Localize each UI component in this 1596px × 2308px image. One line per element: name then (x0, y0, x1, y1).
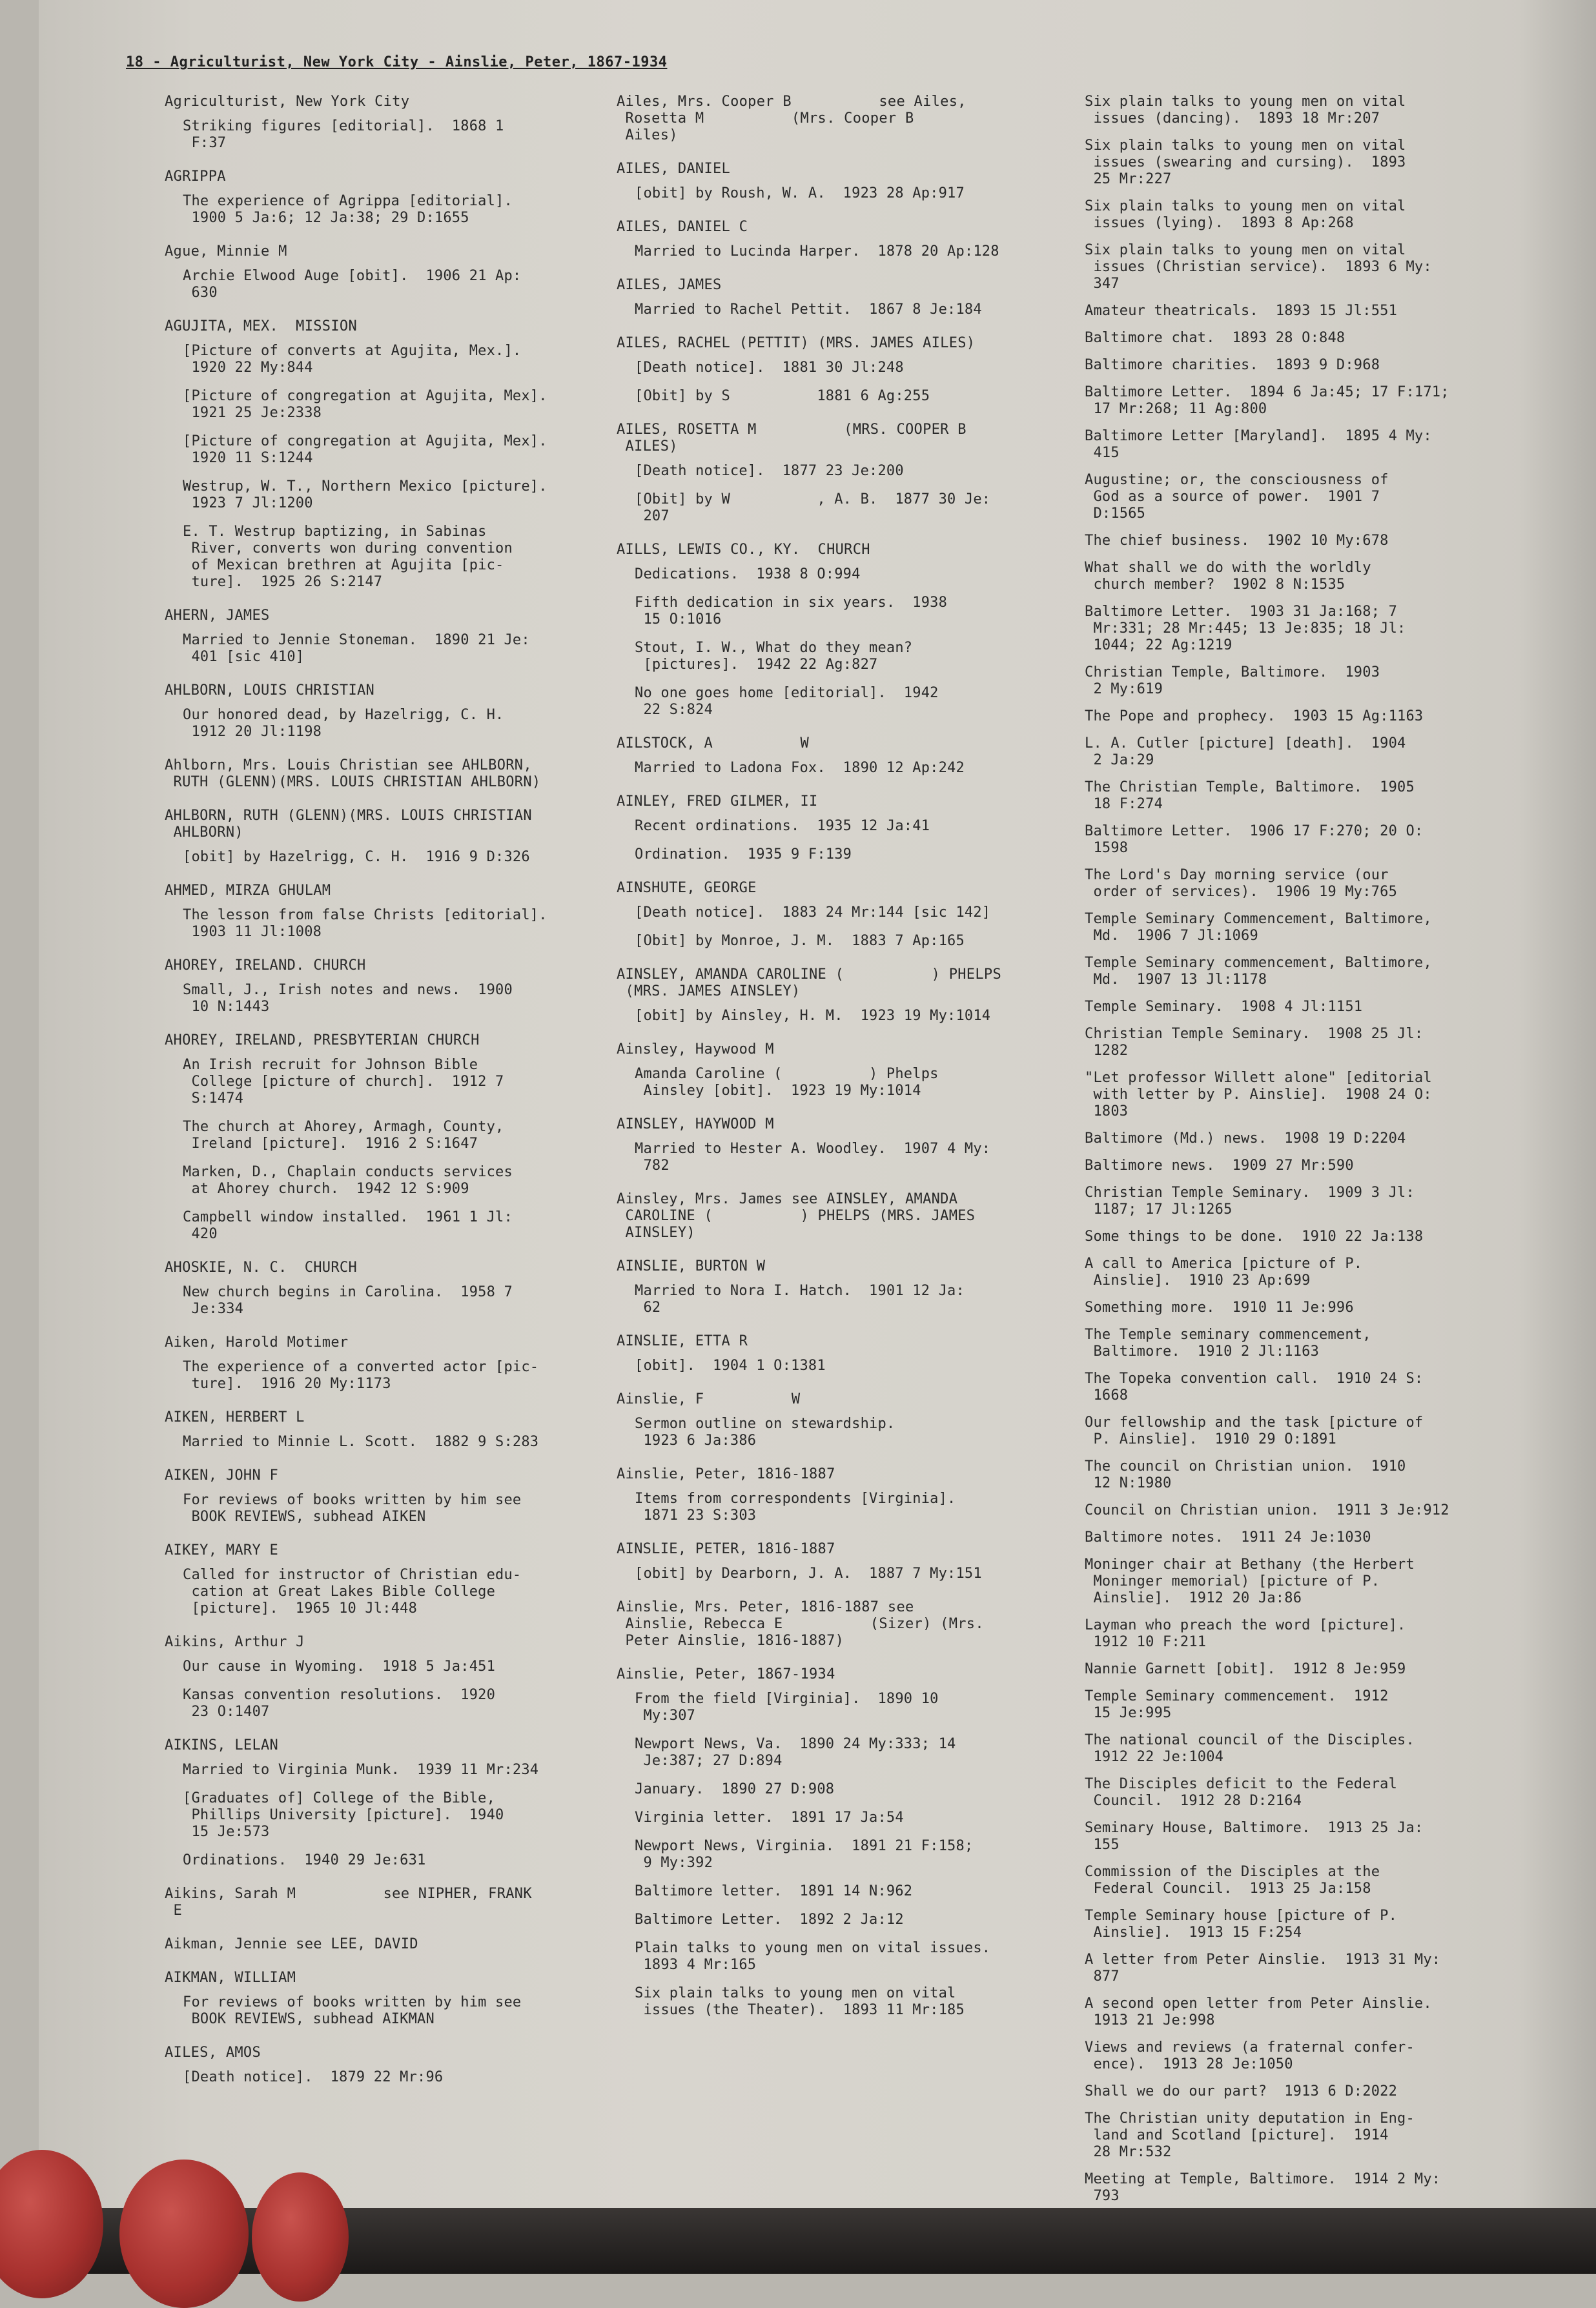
index-entry: Baltimore Letter [Maryland]. 1895 4 My: 415 (1085, 428, 1432, 461)
index-group (165, 94, 617, 152)
index-entry: Campbell window installed. 1961 1 Jl: 420 (183, 1209, 513, 1242)
index-entry: Ordinations. 1940 29 Je:631 (183, 1852, 426, 1868)
index-heading: AILES, ROSETTA M (MRS. COOPER B AILES) (617, 422, 967, 454)
index-heading: AINSLIE, BURTON W (617, 1258, 766, 1274)
index-entry: Commission of the Disciples at the Federal Council. 1913 25 Ja:158 (1085, 1864, 1380, 1897)
index-entry: Christian Temple Seminary. 1909 3 Jl: 1187; 17 Jl:1265 (1085, 1185, 1415, 1218)
index-entry: Six plain talks to young men on vital issues (the Theater). 1893 11 Mr:185 (635, 1985, 965, 2018)
index-heading: Agriculturist, New York City (165, 94, 410, 110)
index-heading: AILES, DANIEL (617, 161, 731, 177)
index-entry: [Death notice]. 1883 24 Mr:144 [sic 142] (635, 904, 991, 921)
index-group (165, 1936, 617, 1953)
index-entry: [Picture of congregation at Agujita, Mex]. 1920 11 S:1244 (183, 433, 547, 466)
index-entry: Our cause in Wyoming. 1918 5 Ja:451 (183, 1659, 496, 1675)
index-entry: The Christian unity deputation in Eng- land and Scotland [picture]. 1914 28 Mr:532 (1085, 2110, 1415, 2160)
running-head: 18 - Agriculturist, New York City - Ainslie, Peter, 1867-1934 (126, 54, 668, 70)
index-entry: Dedications. 1938 8 O:994 (635, 566, 861, 582)
index-entry: Six plain talks to young men on vital issues (dancing). 1893 18 Mr:207 (1085, 94, 1406, 127)
index-entry: The council on Christian union. 1910 12 N:1980 (1085, 1458, 1406, 1491)
index-entry: The church at Ahorey, Armagh, County, Ireland [picture]. 1916 2 S:1647 (183, 1119, 504, 1152)
index-group (165, 243, 617, 301)
index-entry: New church begins in Carolina. 1958 7 Je:334 (183, 1284, 513, 1317)
index-heading: AILSTOCK, A W (617, 735, 809, 751)
index-group (617, 219, 1094, 260)
index-entry: Baltimore news. 1909 27 Mr:590 (1085, 1158, 1354, 1174)
index-entry: Our fellowship and the task [picture of P. Ainslie]. 1910 29 O:1891 (1085, 1414, 1424, 1447)
index-heading: AGRIPPA (165, 169, 226, 185)
index-entry: Sermon outline on stewardship. 1923 6 Ja:386 (635, 1416, 895, 1449)
index-entry: Temple Seminary commencement. 1912 15 Je:995 (1085, 1688, 1389, 1721)
index-entry: [Picture of congregation at Agujita, Mex]. 1921 25 Je:2338 (183, 388, 547, 421)
index-group (165, 957, 617, 1016)
index-entry: From the field [Virginia]. 1890 10 My:307 (635, 1691, 939, 1724)
index-entry: Baltimore charities. 1893 9 D:968 (1085, 357, 1380, 373)
index-entry: Baltimore notes. 1911 24 Je:1030 (1085, 1529, 1371, 1546)
index-entry: The national council of the Disciples. 1912 22 Je:1004 (1085, 1732, 1415, 1765)
index-heading: Aikman, Jennie see LEE, DAVID (165, 1936, 418, 1952)
index-heading: AINSLEY, AMANDA CAROLINE ( ) PHELPS (MRS. JAMES AINSLEY) (617, 966, 1001, 999)
index-heading: AINSLIE, PETER, 1816-1887 (617, 1541, 835, 1557)
index-entry: Archie Elwood Auge [obit]. 1906 21 Ap: 630 (183, 268, 522, 301)
index-entry: [Obit] by W , A. B. 1877 30 Je: 207 (635, 491, 991, 524)
index-entry: Married to Virginia Munk. 1939 11 Mr:234 (183, 1762, 539, 1778)
index-entry: Augustine; or, the consciousness of God as a source of power. 1901 7 D:1565 (1085, 472, 1389, 522)
index-heading: AIKMAN, WILLIAM (165, 1970, 296, 1986)
index-entry: Christian Temple Seminary. 1908 25 Jl: 1282 (1085, 1026, 1424, 1059)
index-group (617, 1258, 1094, 1316)
index-entry: [Obit] by Monroe, J. M. 1883 7 Ap:165 (635, 933, 965, 949)
index-group (617, 1466, 1094, 1524)
index-entry: Baltimore Letter. 1894 6 Ja:45; 17 F:171; 17 Mr:268; 11 Ag:800 (1085, 384, 1449, 417)
index-entry: Stout, I. W., What do they mean? [pictures]. 1942 22 Ag:827 (635, 640, 913, 673)
index-entry: Married to Hester A. Woodley. 1907 4 My: 782 (635, 1141, 991, 1174)
index-entry: L. A. Cutler [picture] [death]. 1904 2 Ja:29 (1085, 735, 1406, 768)
index-heading: AHMED, MIRZA GHULAM (165, 883, 331, 899)
index-group (617, 161, 1094, 202)
index-entry: Newport News, Va. 1890 24 My:333; 14 Je:387; 27 D:894 (635, 1736, 956, 1769)
index-column-3 (1085, 94, 1575, 2265)
index-entry: A second open letter from Peter Ainslie. 1913 21 Je:998 (1085, 1996, 1432, 2028)
index-group (165, 1409, 617, 1451)
index-heading: Ainslie, Peter, 1816-1887 (617, 1466, 835, 1482)
index-group (165, 1970, 617, 2028)
index-group (617, 1116, 1094, 1174)
index-group (617, 335, 1094, 405)
index-group (617, 735, 1094, 777)
index-entry: Layman who preach the word [picture]. 1912 10 F:211 (1085, 1617, 1406, 1650)
index-entry: Baltimore Letter. 1892 2 Ja:12 (635, 1912, 904, 1928)
index-entry: Baltimore Letter. 1903 31 Ja:168; 7 Mr:331; 28 Mr:445; 13 Je:835; 18 Jl: 1044; 22 Ag:1219 (1085, 604, 1406, 653)
index-heading: AILES, RACHEL (PETTIT) (MRS. JAMES AILES) (617, 335, 976, 351)
index-entry: January. 1890 27 D:908 (635, 1781, 835, 1797)
index-entry: Virginia letter. 1891 17 Ja:54 (635, 1810, 904, 1826)
index-heading: AHLBORN, RUTH (GLENN)(MRS. LOUIS CHRISTIAN AHLBORN) (165, 808, 532, 841)
index-entry: Temple Seminary house [picture of P. Ainslie]. 1913 15 F:254 (1085, 1908, 1398, 1941)
index-heading: AHOREY, IRELAND. CHURCH (165, 957, 366, 974)
index-entry: The chief business. 1902 10 My:678 (1085, 533, 1389, 549)
index-heading: Ague, Minnie M (165, 243, 287, 260)
index-entry: [obit]. 1904 1 O:1381 (635, 1358, 826, 1374)
index-entry: Items from correspondents [Virginia]. 1871 23 S:303 (635, 1491, 956, 1524)
index-entry: For reviews of books written by him see BOOK REVIEWS, subhead AIKEN (183, 1492, 522, 1525)
index-entry: [obit] by Ainsley, H. M. 1923 19 My:1014 (635, 1008, 991, 1024)
index-entry: Six plain talks to young men on vital issues (Christian service). 1893 6 My: 347 (1085, 242, 1432, 292)
index-entry: [Death notice]. 1881 30 Jl:248 (635, 360, 904, 376)
index-group (165, 1032, 617, 1243)
index-group (165, 1334, 617, 1393)
index-entry: Striking figures [editorial]. 1868 1 F:37 (183, 118, 504, 151)
index-heading: AHERN, JAMES (165, 608, 270, 624)
index-entry: Married to Rachel Pettit. 1867 8 Je:184 (635, 301, 982, 318)
index-entry: A call to America [picture of P. Ainslie]. 1910 23 Ap:699 (1085, 1256, 1363, 1289)
index-entry: Kansas convention resolutions. 1920 23 O:1407 (183, 1687, 496, 1720)
index-heading: AHLBORN, LOUIS CHRISTIAN (165, 682, 375, 699)
index-entry: Temple Seminary commencement, Baltimore, Md. 1907 13 Jl:1178 (1085, 955, 1432, 988)
index-entry: The Disciples deficit to the Federal Council. 1912 28 D:2164 (1085, 1776, 1398, 1809)
index-group (165, 318, 617, 591)
index-group (165, 1542, 617, 1617)
index-heading: AILES, JAMES (617, 277, 722, 293)
index-entry: Temple Seminary. 1908 4 Jl:1151 (1085, 999, 1363, 1015)
index-entry: Fifth dedication in six years. 1938 15 O:1016 (635, 595, 948, 628)
index-entry: Christian Temple, Baltimore. 1903 2 My:619 (1085, 664, 1380, 697)
index-entry: Married to Jennie Stoneman. 1890 21 Je: 401 [sic 410] (183, 632, 530, 665)
index-group (165, 1886, 617, 1919)
index-group (617, 1333, 1094, 1374)
index-heading: AGUJITA, MEX. MISSION (165, 318, 357, 334)
index-heading: Ainslie, F W (617, 1391, 801, 1407)
index-heading: AIKINS, LELAN (165, 1737, 279, 1753)
index-entry: Married to Lucinda Harper. 1878 20 Ap:128 (635, 243, 999, 260)
index-group (165, 169, 617, 227)
index-entry: Meeting at Temple, Baltimore. 1914 2 My: 793 (1085, 2171, 1441, 2204)
index-entry: For reviews of books written by him see BOOK REVIEWS, subhead AIKMAN (183, 1994, 522, 2027)
index-entry: Moninger chair at Bethany (the Herbert Moninger memorial) [picture of P. Ainslie]. 1912 20 Ja:86 (1085, 1557, 1415, 1606)
index-entry: "Let professor Willett alone" [editorial with letter by P. Ainslie]. 1908 24 O: 1803 (1085, 1070, 1432, 1119)
index-entry: Council on Christian union. 1911 3 Je:912 (1085, 1502, 1449, 1518)
index-group (617, 1391, 1094, 1449)
index-entry: Amanda Caroline ( ) Phelps Ainsley [obit]. 1923 19 My:1014 (635, 1066, 939, 1099)
index-group (617, 542, 1094, 719)
index-heading: Ainslie, Peter, 1867-1934 (617, 1666, 835, 1682)
index-entry: The Lord's Day morning service (our order of services). 1906 19 My:765 (1085, 867, 1398, 900)
index-heading: AIKEY, MARY E (165, 1542, 279, 1558)
index-entry: Recent ordinations. 1935 12 Ja:41 (635, 818, 930, 834)
index-entry: [obit] by Dearborn, J. A. 1887 7 My:151 (635, 1566, 982, 1582)
index-group (1085, 94, 1575, 2249)
index-entry: [Graduates of] College of the Bible, Phillips University [picture]. 1940 15 Je:573 (183, 1790, 504, 1840)
index-column-1 (165, 94, 617, 2103)
index-group (617, 422, 1094, 525)
index-entry: [obit] by Hazelrigg, C. H. 1916 9 D:326 (183, 849, 530, 865)
index-entry: Temple Seminary Commencement, Baltimore, Md. 1906 7 Jl:1069 (1085, 911, 1432, 944)
index-entry: Some things to be done. 1910 22 Ja:138 (1085, 1229, 1424, 1245)
index-entry: Baltimore chat. 1893 28 O:848 (1085, 330, 1345, 346)
index-group (617, 1041, 1094, 1099)
index-entry: What shall we do with the worldly church member? 1902 8 N:1535 (1085, 560, 1371, 593)
index-group (165, 682, 617, 740)
index-entry: Plain talks to young men on vital issues. 1893 4 Mr:165 (635, 1940, 991, 1973)
index-entry: The experience of a converted actor [pic- ture]. 1916 20 My:1173 (183, 1359, 539, 1392)
index-group (165, 808, 617, 866)
document-page (39, 0, 1596, 2274)
index-entry: Views and reviews (a fraternal confer- ence). 1913 28 Je:1050 (1085, 2039, 1415, 2072)
index-group (617, 1599, 1094, 1649)
index-entry: A letter from Peter Ainslie. 1913 31 My: 877 (1085, 1952, 1441, 1985)
index-group (165, 1634, 617, 1721)
index-entry: [Death notice]. 1877 23 Je:200 (635, 463, 904, 479)
index-heading: AIKEN, HERBERT L (165, 1409, 305, 1425)
index-entry: Six plain talks to young men on vital issues (lying). 1893 8 Ap:268 (1085, 198, 1406, 231)
index-entry: Baltimore letter. 1891 14 N:962 (635, 1883, 913, 1899)
index-heading: AILES, AMOS (165, 2045, 261, 2061)
index-entry: Married to Minnie L. Scott. 1882 9 S:283 (183, 1434, 539, 1450)
index-entry: [obit] by Roush, W. A. 1923 28 Ap:917 (635, 185, 965, 201)
index-entry: E. T. Westrup baptizing, in Sabinas River, converts won during convention of Mexican brethren at Agujita [pic- ture]. 1925 26 S:2147 (183, 524, 513, 590)
index-heading: AINSLIE, ETTA R (617, 1333, 748, 1349)
index-entry: No one goes home [editorial]. 1942 22 S:824 (635, 685, 939, 718)
index-entry: The Pope and prophecy. 1903 15 Ag:1163 (1085, 708, 1424, 724)
index-group (617, 1666, 1094, 2019)
index-group (165, 883, 617, 941)
index-entry: Shall we do our part? 1913 6 D:2022 (1085, 2083, 1398, 2099)
index-entry: Six plain talks to young men on vital issues (swearing and cursing). 1893 25 Mr:227 (1085, 138, 1406, 187)
index-entry: Newport News, Virginia. 1891 21 F:158; 9 My:392 (635, 1838, 974, 1871)
index-entry: An Irish recruit for Johnson Bible College [picture of church]. 1912 7 S:1474 (183, 1057, 504, 1107)
index-entry: [Death notice]. 1879 22 Mr:96 (183, 2069, 444, 2085)
index-heading: Ailes, Mrs. Cooper B see Ailes, Rosetta M (Mrs. Cooper B Ailes) (617, 94, 967, 143)
index-group (165, 1260, 617, 1318)
index-entry: Westrup, W. T., Northern Mexico [picture]. 1923 7 Jl:1200 (183, 478, 547, 511)
index-column-2 (617, 94, 1094, 2036)
index-heading: AINLEY, FRED GILMER, II (617, 793, 818, 810)
index-heading: AHOSKIE, N. C. CHURCH (165, 1260, 357, 1276)
index-group (617, 880, 1094, 950)
index-entry: Married to Ladona Fox. 1890 12 Ap:242 (635, 760, 965, 776)
index-entry: The experience of Agrippa [editorial]. 1900 5 Ja:6; 12 Ja:38; 29 D:1655 (183, 193, 513, 226)
index-heading: Ainsley, Mrs. James see AINSLEY, AMANDA CAROLINE ( ) PHELPS (MRS. JAMES AINSLEY) (617, 1191, 976, 1241)
index-entry: The Topeka convention call. 1910 24 S: 1668 (1085, 1371, 1424, 1404)
index-heading: AILES, DANIEL C (617, 219, 748, 235)
index-heading: Aiken, Harold Motimer (165, 1334, 349, 1351)
index-heading: AILLS, LEWIS CO., KY. CHURCH (617, 542, 870, 558)
index-entry: Married to Nora I. Hatch. 1901 12 Ja: 62 (635, 1283, 965, 1316)
index-entry: Something more. 1910 11 Je:996 (1085, 1300, 1354, 1316)
index-entry: Small, J., Irish notes and news. 1900 10 N:1443 (183, 982, 513, 1015)
index-group (165, 2045, 617, 2086)
index-entry: Nannie Garnett [obit]. 1912 8 Je:959 (1085, 1661, 1406, 1677)
index-entry: The Christian Temple, Baltimore. 1905 18 F:274 (1085, 779, 1415, 812)
index-group (617, 1191, 1094, 1241)
index-entry: Baltimore Letter. 1906 17 F:270; 20 O: 1598 (1085, 823, 1424, 856)
index-entry: [Obit] by S 1881 6 Ag:255 (635, 388, 930, 404)
index-entry: Called for instructor of Christian edu- cation at Great Lakes Bible College [picture]. 1965 10 Jl:448 (183, 1567, 522, 1617)
index-group (165, 757, 617, 791)
index-entry: Ordination. 1935 9 F:139 (635, 846, 852, 863)
index-heading: Ainsley, Haywood M (617, 1041, 774, 1057)
index-heading: AINSLEY, HAYWOOD M (617, 1116, 774, 1132)
index-entry: Amateur theatricals. 1893 15 Jl:551 (1085, 303, 1398, 319)
index-group (165, 608, 617, 666)
index-entry: Our honored dead, by Hazelrigg, C. H. 1912 20 Jl:1198 (183, 707, 504, 740)
index-heading: AHOREY, IRELAND, PRESBYTERIAN CHURCH (165, 1032, 480, 1048)
index-heading: Ahlborn, Mrs. Louis Christian see AHLBORN, RUTH (GLENN)(MRS. LOUIS CHRISTIAN AHLBORN) (165, 757, 541, 790)
index-entry: [Picture of converts at Agujita, Mex.]. 1920 22 My:844 (183, 343, 522, 376)
index-group (617, 277, 1094, 318)
index-heading: Aikins, Arthur J (165, 1634, 305, 1650)
index-group (617, 1541, 1094, 1582)
index-entry: The Temple seminary commencement, Baltimore. 1910 2 Jl:1163 (1085, 1327, 1371, 1360)
index-heading: Ainslie, Mrs. Peter, 1816-1887 see Ainslie, Rebecca E (Sizer) (Mrs. Peter Ainslie, 1816-1887) (617, 1599, 984, 1649)
thumb-photo-right (252, 2172, 349, 2302)
index-group (617, 793, 1094, 863)
index-heading: AINSHUTE, GEORGE (617, 880, 757, 896)
index-group (165, 1737, 617, 1869)
index-group (165, 1467, 617, 1526)
index-heading: Aikins, Sarah M see NIPHER, FRANK E (165, 1886, 532, 1919)
index-entry: Baltimore (Md.) news. 1908 19 D:2204 (1085, 1130, 1406, 1147)
thumb-photo-mid (119, 2160, 249, 2308)
index-heading: AIKEN, JOHN F (165, 1467, 279, 1484)
index-entry: Seminary House, Baltimore. 1913 25 Ja: 155 (1085, 1820, 1424, 1853)
index-entry: The lesson from false Christs [editorial]. 1903 11 Jl:1008 (183, 907, 547, 940)
index-group (617, 94, 1094, 144)
index-entry: Marken, D., Chaplain conducts services at Ahorey church. 1942 12 S:909 (183, 1164, 513, 1197)
index-group (617, 966, 1094, 1025)
